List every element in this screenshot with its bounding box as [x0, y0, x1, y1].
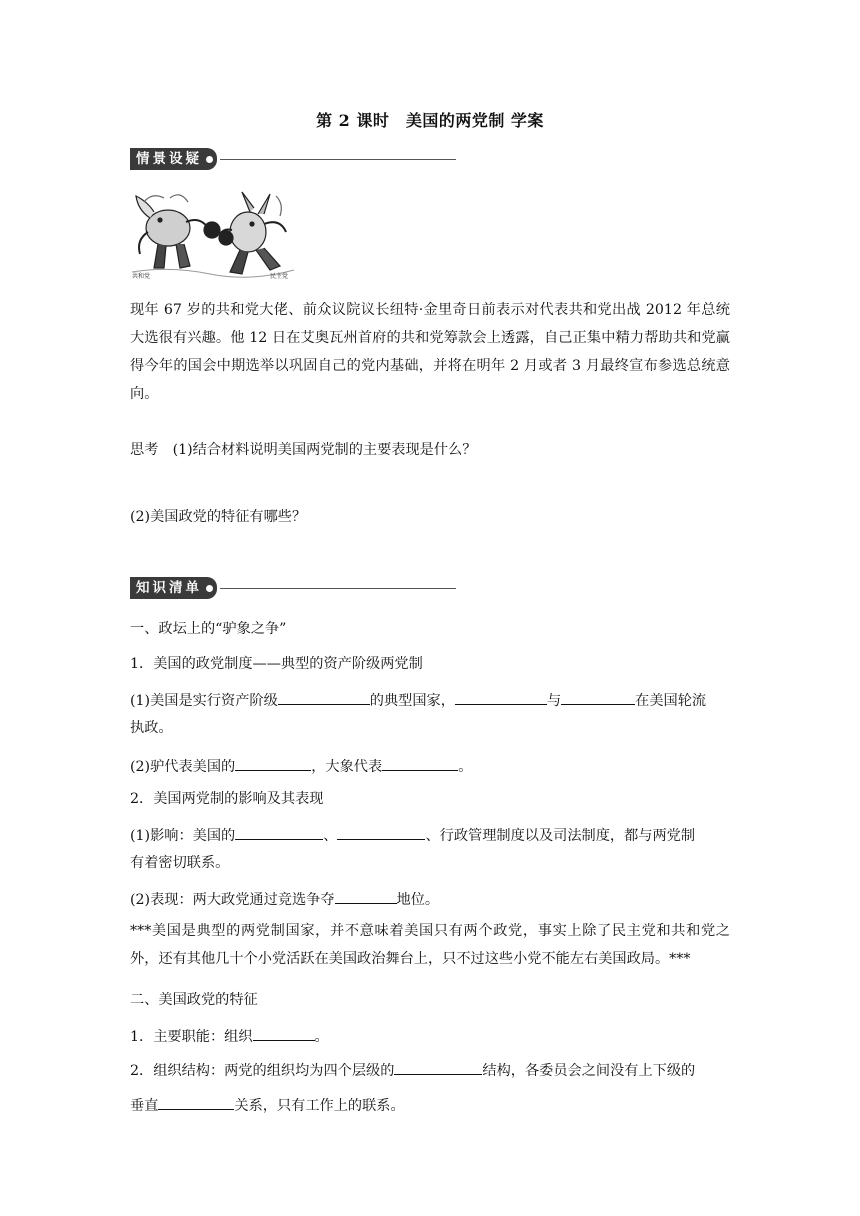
bullet-dot-icon	[206, 156, 213, 163]
bullet-dot-icon	[206, 585, 213, 592]
text-segment: 垂直	[130, 1098, 159, 1114]
section-header-scenario	[130, 148, 456, 170]
cartoon-label-left: 共和党	[132, 273, 151, 280]
knowledge-item-2: 2．美国两党制的影响及其表现	[130, 791, 324, 807]
text-segment: 2．组织结构：两党的组织均为四个层级的	[130, 1063, 395, 1079]
text-segment: 、行政管理制度以及司法制度，都与两党制	[425, 828, 696, 844]
knowledge-note: ***美国是典型的两党制国家，并不意味着美国只有两个政党，事实上除了民主党和共和党之外，还有其他几十个小党活跃在美国政治舞台上，只不过这些小党不能左右美国政局。***	[130, 923, 730, 967]
text-segment: 的典型国家，	[369, 693, 455, 709]
fill-blank	[253, 1024, 315, 1041]
fill-blank	[278, 688, 370, 705]
fill-blank	[455, 688, 547, 705]
knowledge-item-4	[130, 1058, 730, 1081]
text-segment: 结构，各委员会之间没有上下级的	[482, 1063, 696, 1079]
fill-blank	[337, 823, 425, 840]
knowledge-heading-1: 一、政坛上的“驴象之争”	[130, 621, 287, 637]
fill-blank	[158, 1093, 234, 1110]
think-question-1: 思考 (1)结合材料说明美国两党制的主要表现是什么？	[130, 442, 477, 458]
text-segment: 、	[323, 828, 338, 844]
knowledge-heading-2: 二、美国政党的特征	[130, 992, 258, 1008]
text-segment: (1)影响：美国的	[130, 828, 236, 844]
section-rule	[220, 159, 456, 160]
section-tag	[130, 577, 217, 599]
section-rule	[220, 588, 456, 589]
knowledge-item-1: 1．美国的政党制度——典型的资产阶级两党制	[130, 656, 423, 672]
donkey-elephant-cartoon	[130, 188, 296, 280]
think-question-2: (2)美国政党的特征有哪些？	[130, 509, 307, 525]
cartoon-label-right: 民主党	[270, 273, 289, 280]
knowledge-item-2-1-cont: 有着密切联系。	[130, 855, 230, 871]
text-segment: (2)表现：两大政党通过竞选争夺	[130, 892, 335, 908]
text-segment: 。	[458, 759, 473, 775]
section-tag	[130, 148, 217, 170]
fill-blank	[394, 1058, 482, 1075]
knowledge-item-1-1	[130, 688, 730, 711]
page-title: 第 2 课时 美国的两党制 学案	[316, 111, 544, 130]
text-segment: 在美国轮流	[635, 693, 707, 709]
knowledge-item-2-2	[130, 887, 730, 910]
section-header-knowledge	[130, 577, 456, 599]
fill-blank	[561, 688, 635, 705]
knowledge-item-2-1	[130, 823, 730, 846]
fill-blank	[235, 823, 323, 840]
text-segment: 1．主要职能：组织	[130, 1029, 253, 1045]
section-tag-label: 知识清单	[136, 580, 202, 596]
text-segment: 关系，只有工作上的联系。	[234, 1098, 405, 1114]
text-segment: (1)美国是实行资产阶级	[130, 693, 278, 709]
knowledge-item-3	[130, 1024, 730, 1047]
text-segment: ，大象代表	[311, 759, 383, 775]
knowledge-item-4-cont	[130, 1093, 730, 1116]
text-segment: 地位。	[396, 892, 440, 908]
knowledge-item-1-1-cont: 执政。	[130, 720, 173, 736]
text-segment: 与	[546, 693, 562, 709]
text-segment: (2)驴代表美国的	[130, 759, 236, 775]
fill-blank	[382, 754, 458, 771]
section-tag-label: 情景设疑	[136, 151, 202, 167]
text-segment: 。	[314, 1029, 329, 1045]
knowledge-item-1-2	[130, 754, 730, 777]
scenario-paragraph: 现年 67 岁的共和党大佬、前众议院议长纽特·金里奇日前表示对代表共和党出战 2012 年总统大选很有兴趣。他 12 日在艾奥瓦州首府的共和党筹款会上透露，自己正集中精力帮助共和党赢得今年的国会中期选举以巩固自己的党内基础，并将在明年 2 月或者 3 月最终宣布参选总统意向。	[130, 302, 730, 402]
fill-blank	[335, 887, 397, 904]
fill-blank	[235, 754, 311, 771]
